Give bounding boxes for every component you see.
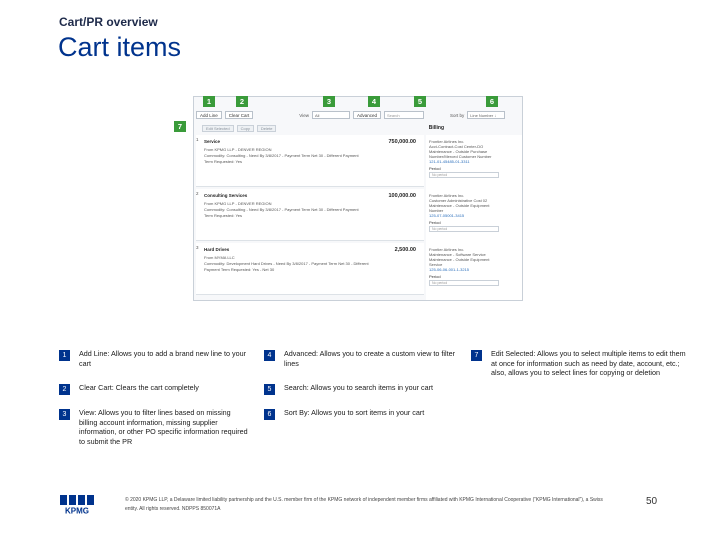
- legend-number: 5: [264, 384, 275, 395]
- line-name: Consulting Services: [204, 193, 248, 198]
- cart-screenshot: [193, 96, 523, 301]
- legend-text: Edit Selected: Allows you to select multiple items to edit them at once for information such as need by date, account, etc.; also, allows you to select lines for copying or deletion: [491, 349, 686, 377]
- line-supplier: From KPMG LLP - DENVER REGION: [204, 201, 272, 206]
- cart-line[interactable]: [196, 189, 424, 241]
- legend-number: 2: [59, 384, 70, 395]
- line-terms: Payment Term Requested: Yes - Net 30: [204, 267, 275, 272]
- legend-number: 7: [471, 350, 482, 361]
- billing-detail: Maintenance - Outside Equipment: [429, 257, 490, 262]
- page-number: 50: [646, 496, 658, 507]
- cart-toolbar: [194, 109, 523, 121]
- line-details: Commodity: Consulting - Need By 3/8/2017 - Payment Term Net 30 - Different Payment: [204, 207, 359, 212]
- line-details: Commodity: Consulting - Need By 3/8/2017 - Payment Term Net 30 - Different Payment: [204, 153, 359, 158]
- legend-item: [264, 349, 464, 368]
- billing-detail: Service: [429, 262, 443, 267]
- billing-account-link[interactable]: 125-07-05001-3415: [429, 213, 465, 218]
- billing-block: [429, 193, 519, 232]
- billing-header: Billing: [428, 125, 444, 131]
- callout-marker-3: 3: [323, 96, 335, 107]
- legend-item: [59, 383, 249, 395]
- view-label: View: [299, 112, 309, 118]
- callout-marker-2: 2: [236, 96, 248, 107]
- page-title: Cart items: [58, 32, 182, 62]
- line-number: 1: [196, 137, 199, 142]
- line-actions-toolbar: [194, 123, 523, 133]
- line-supplier: From KPMG LLP - DENVER REGION: [204, 147, 272, 152]
- callout-marker-6: 6: [486, 96, 498, 107]
- line-name: Service: [204, 139, 221, 144]
- legend-number: 1: [59, 350, 70, 361]
- add-line-button[interactable]: Add Line: [196, 111, 222, 119]
- billing-detail: Acct-Contract-Cost Center-DO: [429, 144, 484, 149]
- billing-detail: Maintenance - Software Service: [429, 252, 486, 257]
- legend-item: [59, 349, 249, 368]
- view-select[interactable]: All: [312, 111, 350, 119]
- line-number: 2: [196, 191, 199, 196]
- line-number: 3: [196, 245, 199, 250]
- billing-account-link[interactable]: 121-01-45485-01-3311: [429, 159, 470, 164]
- line-terms: Term Requested: Yes: [204, 213, 243, 218]
- legend-text: Clear Cart: Clears the cart completely: [79, 383, 199, 392]
- legend-text: Search: Allows you to search items in your cart: [284, 383, 434, 392]
- line-amount: 750,000.00: [388, 139, 416, 145]
- page-subtitle: Cart/PR overview: [59, 15, 158, 29]
- clear-cart-button[interactable]: Clear Cart: [225, 111, 254, 119]
- callout-marker-7: 7: [174, 121, 186, 132]
- billing-detail: Customer Administrative Cost 02: [429, 198, 488, 203]
- cart-lines: [196, 135, 424, 300]
- period-label: Period: [429, 166, 441, 171]
- legend-number: 3: [59, 409, 70, 420]
- billing-detail: Maintenance - Outside Purchase: [429, 149, 488, 154]
- line-terms: Term Requested: Yes: [204, 159, 243, 164]
- billing-detail: Number: [429, 208, 444, 213]
- billing-block: [429, 247, 519, 286]
- copy-button[interactable]: Copy: [237, 125, 254, 132]
- legend-text: Add Line: Allows you to add a brand new line to your cart: [79, 349, 247, 368]
- kpmg-logo: [60, 495, 94, 515]
- kpmg-logo-text: KPMG: [65, 506, 89, 515]
- sort-select[interactable]: Line Number ↓: [467, 111, 505, 119]
- copyright-text: © 2020 KPMG LLP, a Delaware limited liability partnership and the U.S. member firm of the KPMG network of independent member firms affiliated with KPMG International Cooperative (“KPMG International”), a Swiss entity. All rights reserved. NDPPS 850071A: [125, 497, 603, 512]
- billing-panel: [426, 135, 522, 300]
- period-label: Period: [429, 220, 441, 225]
- line-amount: 2,500.00: [394, 247, 416, 253]
- advanced-button[interactable]: Advanced: [353, 111, 381, 119]
- billing-detail: Number/Merced Customer Number: [429, 154, 492, 159]
- period-select[interactable]: No period: [429, 172, 499, 178]
- cart-line[interactable]: [196, 243, 424, 295]
- cart-line[interactable]: [196, 135, 424, 187]
- legend-number: 4: [264, 350, 275, 361]
- legend-item: [59, 408, 249, 446]
- legend-number: 6: [264, 409, 275, 420]
- delete-button[interactable]: Delete: [257, 125, 277, 132]
- line-supplier: From MYMA LLC: [204, 255, 235, 260]
- legend-item: [471, 349, 689, 378]
- line-amount: 100,000.00: [388, 193, 416, 199]
- line-details: Commodity: Development Hard Drives - Need By 3/8/2017 - Payment Term Net 30 - Different: [204, 261, 369, 266]
- billing-company: Frontier Airlines Inc.: [429, 193, 465, 198]
- period-select[interactable]: No period: [429, 226, 499, 232]
- sort-label: Sort by: [449, 112, 465, 118]
- line-name: Hard Drives: [204, 247, 230, 252]
- callout-marker-1: 1: [203, 96, 215, 107]
- billing-block: [429, 139, 519, 178]
- billing-detail: Maintenance - Outside Equipment: [429, 203, 490, 208]
- callout-marker-4: 4: [368, 96, 380, 107]
- period-label: Period: [429, 274, 441, 279]
- period-select[interactable]: No period: [429, 280, 499, 286]
- legend-item: [264, 408, 464, 420]
- billing-company: Frontier Airlines Inc.: [429, 247, 465, 252]
- legend-text: Advanced: Allows you to create a custom view to filter lines: [284, 349, 455, 368]
- legend-text: Sort By: Allows you to sort items in your cart: [284, 408, 425, 417]
- legend-item: [264, 383, 464, 395]
- billing-company: Frontier Airlines Inc.: [429, 139, 465, 144]
- search-input[interactable]: Search: [384, 111, 424, 119]
- billing-account-link[interactable]: 125-06-06-001-1-3215: [429, 267, 470, 272]
- edit-selected-button[interactable]: Edit Selected: [202, 125, 234, 132]
- legend-text: View: Allows you to filter lines based on missing billing account information, missing supplier information, or other PO specific information required to submit the PR: [79, 408, 248, 446]
- callout-marker-5: 5: [414, 96, 426, 107]
